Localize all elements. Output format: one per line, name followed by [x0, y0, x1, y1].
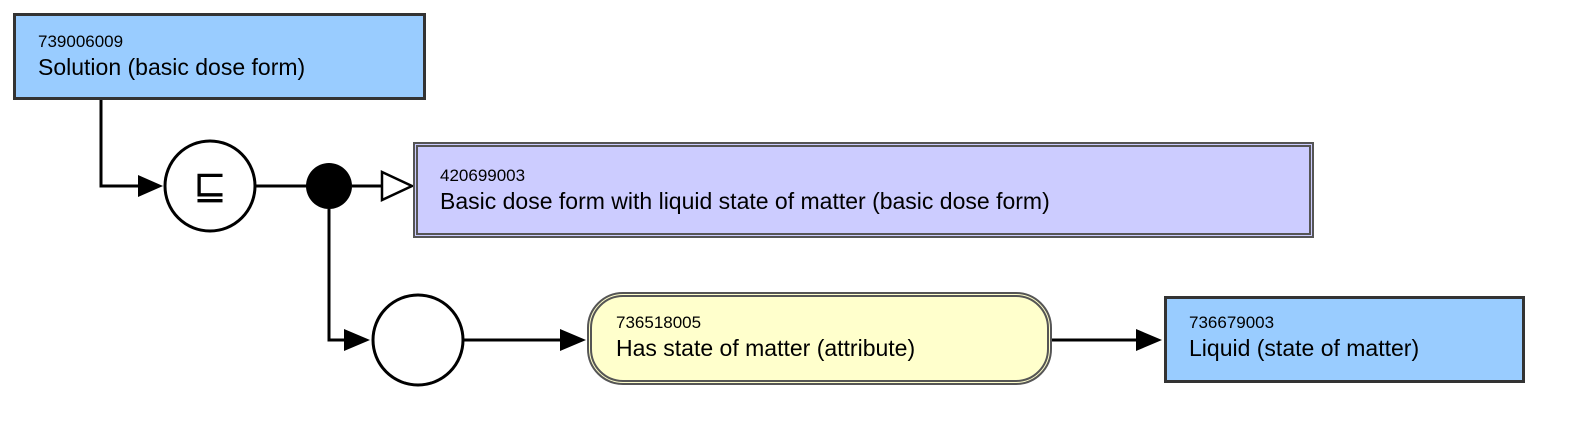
arrowhead-filled — [344, 329, 370, 351]
source-to-subsumption-line — [101, 100, 140, 186]
attribute-term: Has state of matter (attribute) — [616, 335, 916, 361]
source-concept-box[interactable] — [13, 13, 426, 100]
conjunction-to-group-line — [329, 209, 346, 340]
arrowhead-filled — [1136, 329, 1162, 351]
subsumption-symbol: ⊑ — [193, 163, 227, 209]
concept-term: Liquid (state of matter) — [1189, 335, 1420, 361]
subsumption-operator — [165, 141, 255, 231]
attribute-value-box[interactable] — [1164, 296, 1525, 383]
arrowhead-filled — [560, 329, 586, 351]
concept-term: Solution (basic dose form) — [38, 54, 306, 80]
concept-id: 736679003 — [1189, 313, 1275, 332]
arrowhead-open — [382, 172, 412, 200]
concept-id: 420699003 — [440, 166, 526, 185]
relationship-group-circle — [373, 295, 463, 385]
arrowhead-filled — [138, 175, 163, 197]
conjunction-dot — [306, 163, 352, 209]
attribute-box[interactable] — [587, 292, 1052, 385]
concept-id: 739006009 — [38, 32, 124, 51]
attribute-id: 736518005 — [616, 313, 702, 332]
parent-concept-box[interactable] — [413, 142, 1314, 238]
concept-term: Basic dose form with liquid state of matter (basic dose form) — [440, 188, 1050, 214]
